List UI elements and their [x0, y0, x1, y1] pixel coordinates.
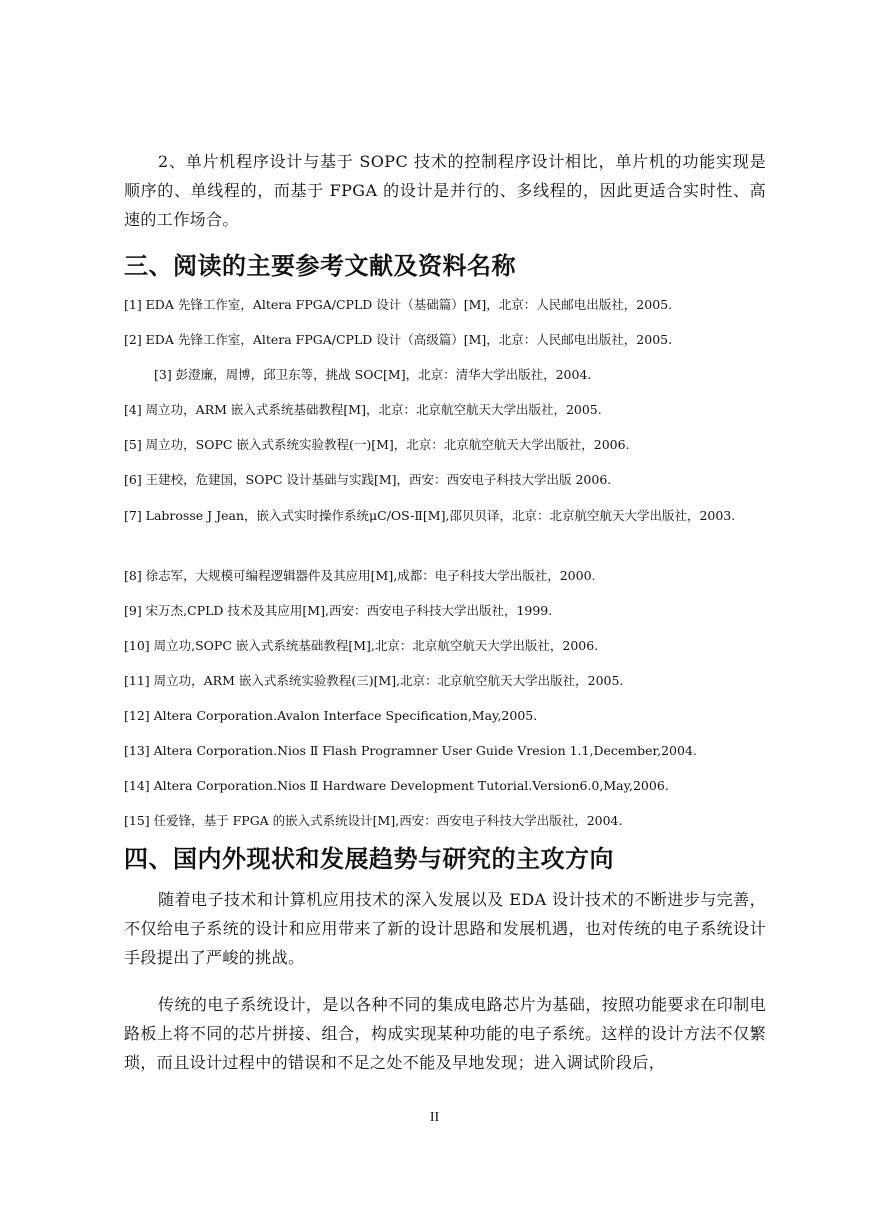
reference-item: [15] 任爱锋，基于 FPGA 的嵌入式系统设计[M],西安：西安电子科技大学出版社，2004.	[124, 813, 623, 828]
reference-item: [5] 周立功，SOPC 嵌入式系统实验教程(一)[M]，北京：北京航空航天大学出版社，2006.	[124, 437, 630, 452]
paragraph-sopc-comparison	[124, 147, 766, 234]
paragraph-text: 随着电子技术和计算机应用技术的深入发展以及 EDA 设计技术的不断进步与完善，不仅给电子系统的设计和应用带来了新的设计思路和发展机遇，也对传统的电子系统设计手段提出了严峻的挑战。	[124, 890, 766, 967]
paragraph-eda-development	[124, 885, 766, 972]
reference-item: [9] 宋万杰,CPLD 技术及其应用[M],西安：西安电子科技大学出版社，1999.	[124, 603, 553, 618]
reference-item: [2] EDA 先锋工作室，Altera FPGA/CPLD 设计（高级篇）[M]，北京：人民邮电出版社，2005.	[124, 332, 673, 347]
reference-item: [7] Labrosse J Jean，嵌入式实时操作系统μC/OS-Ⅱ[M],邵贝贝译，北京：北京航空航天大学出版社，2003.	[124, 508, 736, 523]
reference-item: [1] EDA 先锋工作室，Altera FPGA/CPLD 设计（基础篇）[M]，北京：人民邮电出版社，2005.	[124, 297, 673, 312]
reference-item: [11] 周立功，ARM 嵌入式系统实验教程(三)[M],北京：北京航空航天大学出版社，2005.	[124, 673, 624, 688]
page-number: II	[429, 1110, 440, 1125]
reference-item: [6] 王建校，危建国，SOPC 设计基础与实践[M]，西安：西安电子科技大学出版 2006.	[124, 472, 612, 487]
paragraph-text: 传统的电子系统设计，是以各种不同的集成电路芯片为基础，按照功能要求在印制电路板上将不同的芯片拼接、组合，构成实现某种功能的电子系统。这样的设计方法不仅繁琐，而且设计过程中的错误和不足之处不能及早地发现；进入调试阶段后，	[124, 995, 766, 1072]
reference-item: [12] Altera Corporation.Avalon Interface Specification,May,2005.	[124, 708, 538, 723]
reference-item: [14] Altera Corporation.Nios Ⅱ Hardware Development Tutorial.Version6.0,May,2006.	[124, 778, 669, 793]
paragraph-traditional-design	[124, 990, 766, 1077]
reference-item: [4] 周立功，ARM 嵌入式系统基础教程[M]，北京：北京航空航天大学出版社，2005.	[124, 402, 602, 417]
reference-item: [3] 彭澄廉，周博，邱卫东等，挑战 SOC[M]，北京：清华大学出版社，2004.	[154, 367, 592, 382]
reference-item: [13] Altera Corporation.Nios Ⅱ Flash Programner User Guide Vresion 1.1,December,2004.	[124, 743, 697, 758]
heading-references: 三、阅读的主要参考文献及资料名称	[124, 252, 516, 280]
heading-status-and-trends: 四、国内外现状和发展趋势与研究的主攻方向	[124, 845, 614, 873]
paragraph-text: 2、单片机程序设计与基于 SOPC 技术的控制程序设计相比，单片机的功能实现是顺序的、单线程的，而基于 FPGA 的设计是并行的、多线程的，因此更适合实时性、高速的工作场合。	[124, 152, 766, 229]
reference-item: [10] 周立功,SOPC 嵌入式系统基础教程[M],北京：北京航空航天大学出版社，2006.	[124, 638, 599, 653]
reference-item: [8] 徐志军，大规模可编程逻辑器件及其应用[M],成都：电子科技大学出版社，2000.	[124, 568, 596, 583]
